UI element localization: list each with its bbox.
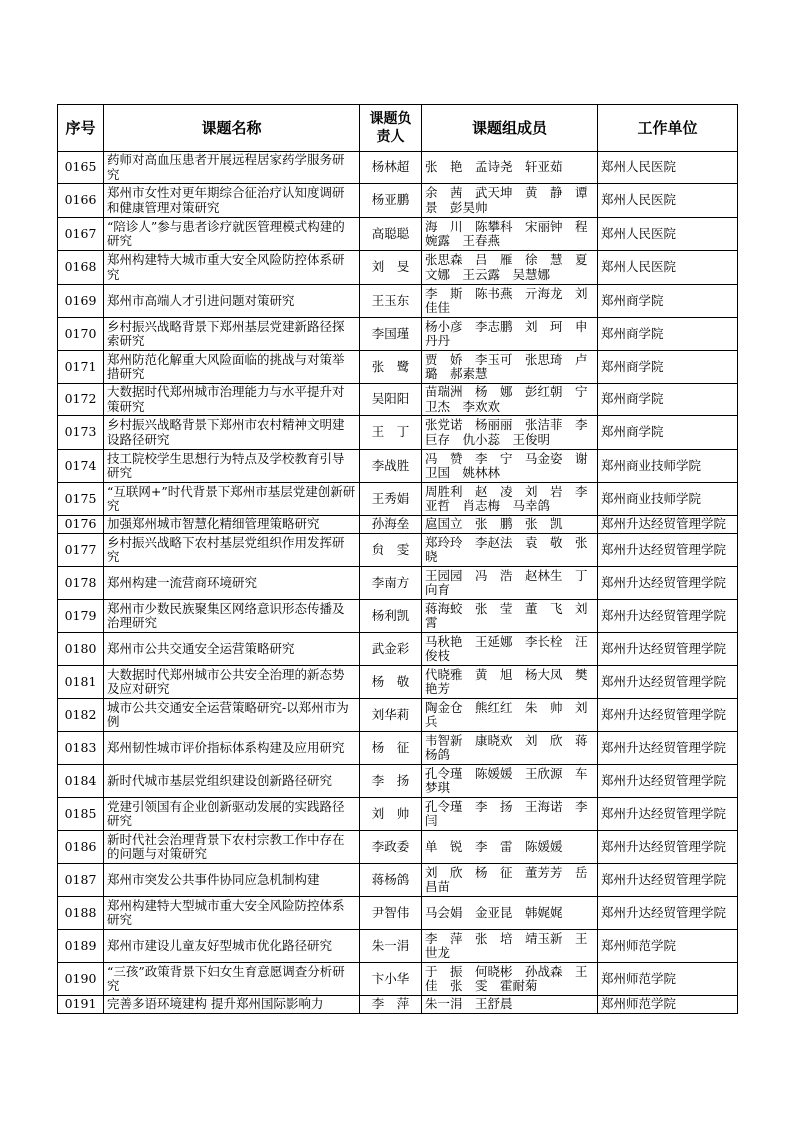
table-row xyxy=(58,351,738,384)
work-unit-cell: 郑州商业技师学院 xyxy=(598,483,738,516)
project-title-cell: 郑州市高端人才引进问题对策研究 xyxy=(104,285,360,318)
project-lead-cell: 杨利凯 xyxy=(360,600,422,633)
team-members-cell: 郑玲玲 李赵法 袁 敬 张 晓 xyxy=(422,534,598,567)
serial-number-cell: 0183 xyxy=(58,732,104,765)
serial-number-cell: 0184 xyxy=(58,765,104,798)
work-unit-cell: 郑州人民医院 xyxy=(598,152,738,184)
serial-number-cell: 0191 xyxy=(58,996,104,1014)
serial-number-cell: 0189 xyxy=(58,930,104,963)
team-members-cell: 张党诺 杨丽丽 张洁菲 李巨存 仇小蕊 王俊明 xyxy=(422,416,598,450)
table-row xyxy=(58,765,738,798)
work-unit-cell: 郑州商学院 xyxy=(598,318,738,351)
team-members-cell: 余 茜 武天坤 黄 静 谭 景 彭昊帅 xyxy=(422,184,598,218)
project-title-cell: 完善多语环境建构 提升郑州国际影响力 xyxy=(104,996,360,1014)
table-row xyxy=(58,318,738,351)
serial-number-cell: 0172 xyxy=(58,384,104,416)
project-title-cell: 加强郑州城市智慧化精细管理策略研究 xyxy=(104,516,360,534)
table-row xyxy=(58,600,738,633)
project-lead-cell: 杨 敬 xyxy=(360,666,422,699)
team-members-cell: 冯 赞 李 宁 马金姿 谢卫国 姚林林 xyxy=(422,450,598,483)
table-row xyxy=(58,251,738,285)
project-title-cell: 乡村振兴战略背景下郑州市农村精神文明建设路径研究 xyxy=(104,416,360,450)
team-members-cell: 蒋海蛟 张 莹 董 飞 刘 霄 xyxy=(422,600,598,633)
project-title-cell: 大数据时代郑州城市治理能力与水平提升对策研究 xyxy=(104,384,360,416)
header-project-title: 课题名称 xyxy=(104,105,360,152)
project-lead-cell: 尹智伟 xyxy=(360,897,422,930)
work-unit-cell: 郑州人民医院 xyxy=(598,251,738,285)
project-lead-cell: 刘华莉 xyxy=(360,699,422,732)
work-unit-cell: 郑州升达经贸管理学院 xyxy=(598,732,738,765)
table-row xyxy=(58,218,738,251)
team-members-cell: 马会娟 金亚昆 韩娓娓 xyxy=(422,897,598,930)
team-members-cell: 单 锐 李 雷 陈媛媛 xyxy=(422,831,598,864)
team-members-cell: 苗瑞洲 杨 娜 彭红朝 宁卫杰 李欢欢 xyxy=(422,384,598,416)
table-row xyxy=(58,184,738,218)
team-members-cell: 李 萍 张 培 靖玉新 王世龙 xyxy=(422,930,598,963)
project-title-cell: “陪诊人”参与患者诊疗就医管理模式构建的研究 xyxy=(104,218,360,251)
project-lead-cell: 蒋杨鸽 xyxy=(360,864,422,897)
project-title-cell: 郑州市女性对更年期综合征治疗认知度调研和健康管理对策研究 xyxy=(104,184,360,218)
work-unit-cell: 郑州升达经贸管理学院 xyxy=(598,567,738,600)
team-members-cell: 扈国立 张 鹏 张 凯 xyxy=(422,516,598,534)
project-table xyxy=(57,104,738,1014)
team-members-cell: 朱一涓 王舒晨 xyxy=(422,996,598,1014)
project-lead-cell: 王玉东 xyxy=(360,285,422,318)
work-unit-cell: 郑州升达经贸管理学院 xyxy=(598,897,738,930)
table-row xyxy=(58,416,738,450)
project-lead-cell: 吴阳阳 xyxy=(360,384,422,416)
work-unit-cell: 郑州升达经贸管理学院 xyxy=(598,534,738,567)
header-work-unit: 工作单位 xyxy=(598,105,738,152)
table-row xyxy=(58,798,738,831)
serial-number-cell: 0187 xyxy=(58,864,104,897)
table-row xyxy=(58,534,738,567)
project-lead-cell: 刘 旻 xyxy=(360,251,422,285)
team-members-cell: 刘 欣 杨 征 董芳芳 岳昌苗 xyxy=(422,864,598,897)
project-lead-cell: 张 鹭 xyxy=(360,351,422,384)
project-lead-cell: 李国瑾 xyxy=(360,318,422,351)
project-title-cell: 城市公共交通安全运营策略研究-以郑州市为例 xyxy=(104,699,360,732)
project-title-cell: 乡村振兴战略背景下郑州基层党建新路径探索研究 xyxy=(104,318,360,351)
table-row xyxy=(58,831,738,864)
header-team-members: 课题组成员 xyxy=(422,105,598,152)
serial-number-cell: 0169 xyxy=(58,285,104,318)
work-unit-cell: 郑州升达经贸管理学院 xyxy=(598,600,738,633)
project-lead-cell: 李战胜 xyxy=(360,450,422,483)
project-title-cell: 党建引领国有企业创新驱动发展的实践路径研究 xyxy=(104,798,360,831)
table-row xyxy=(58,384,738,416)
serial-number-cell: 0171 xyxy=(58,351,104,384)
work-unit-cell: 郑州商业技师学院 xyxy=(598,450,738,483)
project-title-cell: 新时代社会治理背景下农村宗教工作中存在的问题与对策研究 xyxy=(104,831,360,864)
work-unit-cell: 郑州人民医院 xyxy=(598,184,738,218)
serial-number-cell: 0170 xyxy=(58,318,104,351)
table-header-row xyxy=(58,105,738,152)
project-title-cell: 郑州韧性城市评价指标体系构建及应用研究 xyxy=(104,732,360,765)
project-title-cell: 郑州防范化解重大风险面临的挑战与对策举措研究 xyxy=(104,351,360,384)
team-members-cell: 于 振 何晓彬 孙战森 王 佳 张 雯 霍耐菊 xyxy=(422,963,598,996)
table-row xyxy=(58,963,738,996)
table-row xyxy=(58,152,738,184)
work-unit-cell: 郑州升达经贸管理学院 xyxy=(598,516,738,534)
work-unit-cell: 郑州商学院 xyxy=(598,384,738,416)
header-project-lead: 课题负责人 xyxy=(360,105,422,152)
project-title-cell: 郑州市公共交通安全运营策略研究 xyxy=(104,633,360,666)
project-lead-cell: 李 萍 xyxy=(360,996,422,1014)
serial-number-cell: 0186 xyxy=(58,831,104,864)
team-members-cell: 孔令瑾 陈媛媛 王欣源 车梦琪 xyxy=(422,765,598,798)
work-unit-cell: 郑州商学院 xyxy=(598,351,738,384)
project-title-cell: 郑州市突发公共事件协同应急机制构建 xyxy=(104,864,360,897)
serial-number-cell: 0179 xyxy=(58,600,104,633)
team-members-cell: 贾 娇 李玉可 张思琦 卢 璐 郝素慧 xyxy=(422,351,598,384)
work-unit-cell: 郑州师范学院 xyxy=(598,996,738,1014)
work-unit-cell: 郑州商学院 xyxy=(598,416,738,450)
project-lead-cell: 孙海垒 xyxy=(360,516,422,534)
header-serial-number: 序号 xyxy=(58,105,104,152)
serial-number-cell: 0173 xyxy=(58,416,104,450)
project-title-cell: 大数据时代郑州城市公共安全治理的新态势及应对研究 xyxy=(104,666,360,699)
project-title-cell: 郑州市少数民族聚集区网络意识形态传播及治理研究 xyxy=(104,600,360,633)
serial-number-cell: 0185 xyxy=(58,798,104,831)
team-members-cell: 李 斯 陈书燕 亓海龙 刘佳佳 xyxy=(422,285,598,318)
table-row xyxy=(58,516,738,534)
table-row xyxy=(58,897,738,930)
work-unit-cell: 郑州升达经贸管理学院 xyxy=(598,864,738,897)
project-lead-cell: 王 丁 xyxy=(360,416,422,450)
project-title-cell: “三孩”政策背景下妇女生育意愿调查分析研究 xyxy=(104,963,360,996)
project-lead-cell: 杨亚鹏 xyxy=(360,184,422,218)
table-body xyxy=(58,152,738,1014)
serial-number-cell: 0178 xyxy=(58,567,104,600)
project-lead-cell: 武金彩 xyxy=(360,633,422,666)
work-unit-cell: 郑州升达经贸管理学院 xyxy=(598,765,738,798)
table-row xyxy=(58,567,738,600)
project-lead-cell: 李政委 xyxy=(360,831,422,864)
table-row xyxy=(58,483,738,516)
serial-number-cell: 0188 xyxy=(58,897,104,930)
project-lead-cell: 杨 征 xyxy=(360,732,422,765)
project-title-cell: 郑州构建特大型城市重大安全风险防控体系研究 xyxy=(104,897,360,930)
team-members-cell: 陶金仓 熊红红 朱 帅 刘 兵 xyxy=(422,699,598,732)
team-members-cell: 杨小彦 李志鹏 刘 珂 申丹丹 xyxy=(422,318,598,351)
team-members-cell: 孔令瑾 李 扬 王海诺 李 闫 xyxy=(422,798,598,831)
table-row xyxy=(58,450,738,483)
team-members-cell: 张 艳 孟诗尧 轩亚茹 xyxy=(422,152,598,184)
work-unit-cell: 郑州商学院 xyxy=(598,285,738,318)
serial-number-cell: 0176 xyxy=(58,516,104,534)
serial-number-cell: 0177 xyxy=(58,534,104,567)
project-title-cell: 郑州市建设儿童友好型城市优化路径研究 xyxy=(104,930,360,963)
serial-number-cell: 0174 xyxy=(58,450,104,483)
table-row xyxy=(58,732,738,765)
table-row xyxy=(58,285,738,318)
serial-number-cell: 0167 xyxy=(58,218,104,251)
project-lead-cell: 王秀娟 xyxy=(360,483,422,516)
table-row xyxy=(58,930,738,963)
team-members-cell: 马秋艳 王延娜 李长栓 汪俊枝 xyxy=(422,633,598,666)
table-row xyxy=(58,699,738,732)
work-unit-cell: 郑州升达经贸管理学院 xyxy=(598,633,738,666)
table-row xyxy=(58,996,738,1014)
serial-number-cell: 0181 xyxy=(58,666,104,699)
project-lead-cell: 李 扬 xyxy=(360,765,422,798)
serial-number-cell: 0168 xyxy=(58,251,104,285)
project-title-cell: 新时代城市基层党组织建设创新路径研究 xyxy=(104,765,360,798)
project-title-cell: 技工院校学生思想行为特点及学校教育引导研究 xyxy=(104,450,360,483)
serial-number-cell: 0182 xyxy=(58,699,104,732)
project-lead-cell: 高聪聪 xyxy=(360,218,422,251)
work-unit-cell: 郑州升达经贸管理学院 xyxy=(598,699,738,732)
team-members-cell: 韦智新 康晓欢 刘 欣 蒋杨鸽 xyxy=(422,732,598,765)
team-members-cell: 海 川 陈攀科 宋丽钟 程婉露 王春燕 xyxy=(422,218,598,251)
work-unit-cell: 郑州升达经贸管理学院 xyxy=(598,666,738,699)
work-unit-cell: 郑州师范学院 xyxy=(598,930,738,963)
project-title-cell: 郑州构建一流营商环境研究 xyxy=(104,567,360,600)
work-unit-cell: 郑州师范学院 xyxy=(598,963,738,996)
project-title-cell: 药师对高血压患者开展远程居家药学服务研究 xyxy=(104,152,360,184)
serial-number-cell: 0180 xyxy=(58,633,104,666)
work-unit-cell: 郑州升达经贸管理学院 xyxy=(598,798,738,831)
serial-number-cell: 0166 xyxy=(58,184,104,218)
project-lead-cell: 朱一涓 xyxy=(360,930,422,963)
team-members-cell: 王园园 冯 浩 赵林生 丁向育 xyxy=(422,567,598,600)
project-lead-cell: 杨林超 xyxy=(360,152,422,184)
work-unit-cell: 郑州人民医院 xyxy=(598,218,738,251)
serial-number-cell: 0175 xyxy=(58,483,104,516)
table-row xyxy=(58,633,738,666)
project-title-cell: “互联网+”时代背景下郑州市基层党建创新研究 xyxy=(104,483,360,516)
project-lead-cell: 李南方 xyxy=(360,567,422,600)
project-title-cell: 乡村振兴战略下农村基层党组织作用发挥研究 xyxy=(104,534,360,567)
team-members-cell: 代晓雅 黄 旭 杨大凤 樊艳芳 xyxy=(422,666,598,699)
serial-number-cell: 0190 xyxy=(58,963,104,996)
table-row xyxy=(58,864,738,897)
serial-number-cell: 0165 xyxy=(58,152,104,184)
project-lead-cell: 刘 帅 xyxy=(360,798,422,831)
project-title-cell: 郑州构建特大城市重大安全风险防控体系研究 xyxy=(104,251,360,285)
team-members-cell: 张思森 吕 雁 徐 慧 夏文娜 王云露 吴慧娜 xyxy=(422,251,598,285)
team-members-cell: 周胜利 赵 凌 刘 岩 李亚哲 肖志梅 马幸鸽 xyxy=(422,483,598,516)
project-lead-cell: 卞小华 xyxy=(360,963,422,996)
table-row xyxy=(58,666,738,699)
project-lead-cell: 贠 雯 xyxy=(360,534,422,567)
work-unit-cell: 郑州升达经贸管理学院 xyxy=(598,831,738,864)
